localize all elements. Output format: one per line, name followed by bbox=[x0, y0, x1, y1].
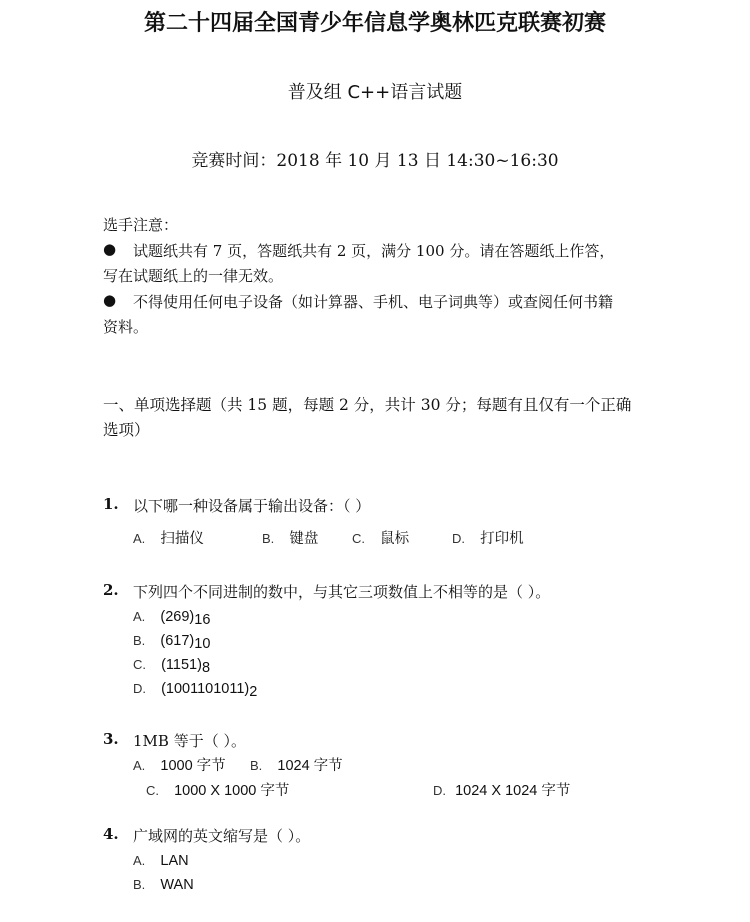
notes-label: 选手注意： bbox=[103, 216, 179, 234]
option-text: 1000 字节 bbox=[160, 758, 226, 774]
bullet-icon: ● bbox=[103, 240, 117, 258]
option bbox=[133, 630, 210, 652]
question-text: 广域网的英文缩写是（ ）。 bbox=[133, 827, 311, 845]
option-text: (1151) bbox=[161, 657, 202, 673]
option bbox=[352, 527, 409, 548]
option-letter: A. bbox=[133, 853, 146, 868]
question-number: 4. bbox=[103, 825, 119, 843]
option-letter: A. bbox=[133, 758, 146, 773]
question-text: 以下哪一种设备属于输出设备：（ ） bbox=[133, 497, 371, 515]
option-text: (1001101011) bbox=[161, 681, 250, 697]
option bbox=[133, 527, 204, 548]
exam-title: 第二十四届全国青少年信息学奥林匹克联赛初赛 bbox=[143, 11, 606, 36]
option-text: 扫描仪 bbox=[160, 531, 204, 547]
option-letter: B. bbox=[133, 877, 146, 892]
option-base: 16 bbox=[194, 612, 211, 628]
note-line-2: 不得使用任何电子设备（如计算器、手机、电子词典等）或查阅任何书籍 bbox=[133, 293, 614, 311]
question-text: 下列四个不同进制的数中，与其它三项数值上不相等的是（ ）。 bbox=[133, 583, 551, 601]
option-letter: B. bbox=[133, 633, 146, 648]
option bbox=[433, 779, 570, 800]
option-text: LAN bbox=[160, 853, 189, 869]
option-letter: C. bbox=[133, 657, 146, 672]
option-base: 2 bbox=[249, 684, 258, 700]
question-text: 1MB 等于（ ）。 bbox=[133, 732, 246, 750]
option-text: 1024 X 1024 字节 bbox=[455, 783, 571, 799]
option-text: (269) bbox=[160, 609, 195, 625]
option-text: 打印机 bbox=[480, 531, 524, 547]
question-number: 1. bbox=[103, 495, 119, 513]
note-line-1: 试题纸共有 7 页，答题纸共有 2 页，满分 100 分。请在答题纸上作答， bbox=[133, 242, 615, 260]
option-text: 1024 字节 bbox=[277, 758, 343, 774]
option bbox=[133, 874, 194, 893]
option-letter: D. bbox=[133, 681, 146, 696]
exam-time: 竞赛时间：2018 年 10 月 13 日 14:30~16:30 bbox=[191, 151, 559, 171]
option bbox=[146, 779, 289, 800]
option bbox=[452, 527, 524, 548]
bullet-icon: ● bbox=[103, 291, 117, 309]
option bbox=[133, 678, 257, 700]
option bbox=[250, 754, 343, 775]
option-letter: C. bbox=[146, 783, 159, 798]
exam-subtitle: 普及组 C++语言试题 bbox=[287, 82, 463, 103]
question-number: 3. bbox=[103, 730, 119, 748]
option bbox=[133, 654, 210, 676]
option-text: 鼠标 bbox=[380, 531, 410, 547]
option bbox=[133, 754, 226, 775]
note-line-2b: 资料。 bbox=[103, 318, 149, 336]
option bbox=[262, 527, 318, 548]
option-text: 键盘 bbox=[289, 531, 319, 547]
section-heading-cont: 选项） bbox=[103, 421, 150, 439]
option bbox=[133, 850, 189, 869]
question-number: 2. bbox=[103, 581, 119, 599]
section-heading: 一、单项选择题（共 15 题，每题 2 分，共计 30 分；每题有且仅有一个正确 bbox=[103, 396, 632, 414]
option-base: 10 bbox=[194, 636, 211, 652]
option-letter: D. bbox=[433, 783, 446, 798]
option-letter: D. bbox=[452, 531, 465, 546]
option-text: (617) bbox=[160, 633, 195, 649]
option bbox=[133, 606, 210, 628]
option-letter: A. bbox=[133, 531, 146, 546]
option-text: 1000 X 1000 字节 bbox=[174, 783, 290, 799]
option-text: WAN bbox=[160, 877, 194, 893]
note-line-1b: 写在试题纸上的一律无效。 bbox=[103, 267, 284, 285]
option-letter: A. bbox=[133, 609, 146, 624]
option-letter: C. bbox=[352, 531, 365, 546]
option-base: 8 bbox=[201, 660, 211, 676]
option-letter: B. bbox=[250, 758, 263, 773]
option-letter: B. bbox=[262, 531, 275, 546]
